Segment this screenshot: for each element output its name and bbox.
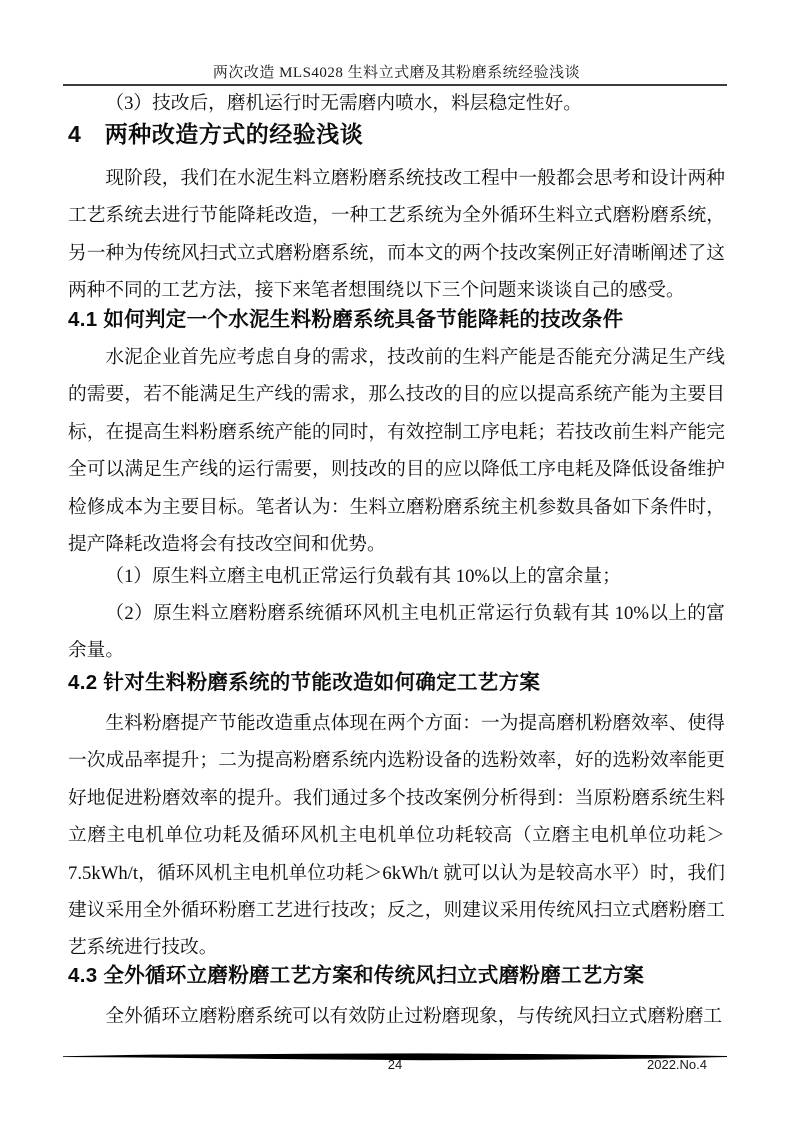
footer-rule: [63, 1048, 727, 1056]
page-number: 24: [387, 1057, 403, 1072]
heading-section-4-1: 4.1 如何判定一个水泥生料粉磨系统具备节能降耗的技改条件: [68, 308, 624, 331]
running-title: 两次改造 MLS4028 生料立式磨及其粉磨系统经验浅谈: [212, 65, 581, 81]
heading-section-4-3: 4.3 全外循环立磨粉磨工艺方案和传统风扫立式磨粉磨工艺方案: [68, 964, 645, 987]
paragraph-4-2: 生料粉磨提产节能改造重点体现在两个方面：一为提高磨机粉磨效率、使得一次成品率提升；二为提高粉磨系统内选粉设备的选粉效率，好的选粉效率能更好地促进粉磨效率的提升。我们通过多个技改案例分析得到：当原粉磨系统生料立磨主电机单位功耗及循环风机主电机单位功耗较高（立磨主电机单位功耗＞7.5kWh/t，循环风机主电机单位功耗＞6kWh/t 就可以认为是较高水平）时，我们建议采用全外循环粉磨工艺进行技改；反之，则建议采用传统风扫立式磨粉磨工艺系统进行技改。: [68, 713, 725, 959]
issue-label: 2022.No.4: [647, 1057, 707, 1072]
paragraph-item-3: （3）技改后，磨机运行时无需磨内喷水，料层稳定性好。: [105, 93, 582, 114]
paragraph-overview: 现阶段，我们在水泥生料立磨粉磨系统技改工程中一般都会思考和设计两种工艺系统去进行节能降耗改造，一种工艺系统为全外循环生料立式磨粉磨系统，另一种为传统风扫式立式磨粉磨系统，而本文的两个技改案例正好清晰阐述了这两种不同的工艺方法，接下来笔者想围绕以下三个问题来谈谈自己的感受。: [68, 168, 725, 302]
paragraph-4-1: 水泥企业首先应考虑自身的需求，技改前的生料产能是否能充分满足生产线的需要，若不能满足生产线的需求，那么技改的目的应以提高系统产能为主要目标，在提高生料粉磨系统产能的同时，有效控制工序电耗；若技改前生料产能完全可以满足生产线的运行需要，则技改的目的应以降低工序电耗及降低设备维护检修成本为主要目标。笔者认为：生料立磨粉磨系统主机参数具备如下条件时，提产降耗改造将会有技改空间和优势。: [68, 347, 725, 556]
list-item-2: （2）原生料立磨粉磨系统循环风机主电机正常运行负载有其 10%以上的富余量。: [68, 603, 725, 662]
heading-section-4-2: 4.2 针对生料粉磨系统的节能改造如何确定工艺方案: [68, 671, 541, 694]
heading-section-4: 4 两种改造方式的经验浅谈: [68, 121, 364, 147]
list-item-1: （1）原生料立磨主电机正常运行负载有其 10%以上的富余量；: [105, 566, 621, 587]
footer: [63, 1057, 727, 1075]
paragraph-4-3: 全外循环立磨粉磨系统可以有效防止过粉磨现象，与传统风扫立式磨粉磨工: [105, 1006, 723, 1027]
